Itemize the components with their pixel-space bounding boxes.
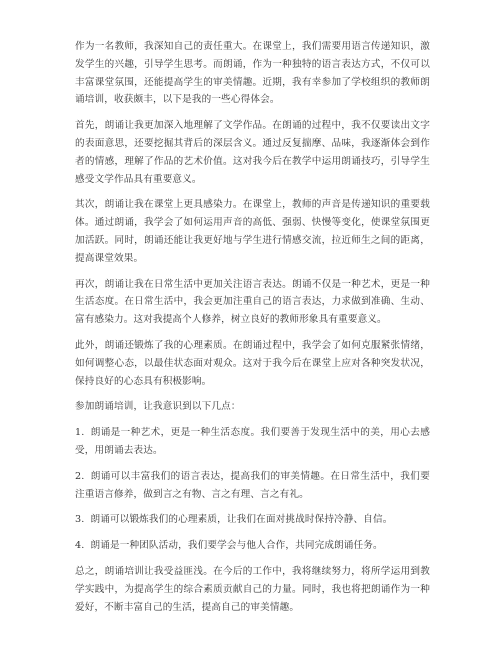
- paragraph-second-point: 其次，朗诵让我在课堂上更具感染力。在课堂上，教师的声音是传递知识的重要载体。通过朗诵，我学会了如何运用声音的高低、强弱、快慢等变化，使课堂氛围更加活跃。同时，朗诵还能让我更好地与学生进行情感交流，拉近师生之间的距离，提高课堂效果。: [75, 199, 430, 264]
- intro-paragraph: 作为一名教师，我深知自己的责任重大。在课堂上，我们需要用语言传递知识，激发学生的兴趣，引导学生思考。而朗诵，作为一种独特的语言表达方式，不仅可以丰富课堂氛围，还能提高学生的审美情趣。近期，我有幸参加了学校组织的教师朗诵培训，收获颇丰，以下是我的一些心得体会。: [75, 41, 430, 106]
- list-text: 朗诵可以丰富我们的语言表达，提高我们的审美情趣。在日常生活中，我们要注重语言修养，做到言之有物、言之有理、言之有礼。: [75, 470, 430, 500]
- list-number: 4.: [75, 540, 85, 552]
- list-text: 朗诵可以锻炼我们的心理素质，让我们在面对挑战时保持冷静、自信。: [90, 514, 393, 526]
- list-text: 朗诵是一种艺术，更是一种生活态度。我们要善于发现生活中的美，用心去感受，用朗诵去表达。: [75, 427, 430, 456]
- list-item: [75, 468, 430, 504]
- list-number: 2.: [75, 470, 85, 482]
- document-body: [75, 38, 430, 624]
- list-number: 1.: [75, 427, 85, 439]
- list-intro: 参加朗诵培训，让我意识到以下几点：: [75, 401, 241, 413]
- paragraph-first-point: 首先，朗诵让我更加深入地理解了文学作品。在朗诵的过程中，我不仅要读出文字的表面意思，还要挖掘其背后的深层含义。通过反复揣摩、品味，我逐渐体会到作者的情感，理解了作品的艺术价值。这对我今后在教学中运用朗诵技巧，引导学生感受文学作品具有重要意义。: [75, 120, 430, 185]
- paragraph-third-point: 再次，朗诵让我在日常生活中更加关注语言表达。朗诵不仅是一种艺术，更是一种生活态度。在日常生活中，我会更加注重自己的语言表达，力求做到准确、生动、富有感染力。这对我提高个人修养，树立良好的教师形象具有重要意义。: [75, 278, 430, 326]
- closing-paragraph: 总之，朗诵培训让我受益匪浅。在今后的工作中，我将继续努力，将所学运用到教学实践中，为提高学生的综合素质贡献自己的力量。同时，我也将把朗诵作为一种爱好，不断丰富自己的生活，提高自己的审美情趣。: [75, 565, 430, 613]
- list-item: [75, 424, 430, 460]
- list-number: 3.: [75, 514, 85, 526]
- list-item: [75, 511, 430, 529]
- list-item: [75, 537, 430, 555]
- list-text: 朗诵是一种团队活动，我们要学会与他人合作，共同完成朗诵任务。: [90, 540, 383, 552]
- paragraph-fourth-point: 此外，朗诵还锻炼了我的心理素质。在朗诵过程中，我学会了如何克服紧张情绪，如何调整心态，以最佳状态面对观众。这对于我今后在课堂上应对各种突发状况，保持良好的心态具有积极影响。: [75, 339, 430, 387]
